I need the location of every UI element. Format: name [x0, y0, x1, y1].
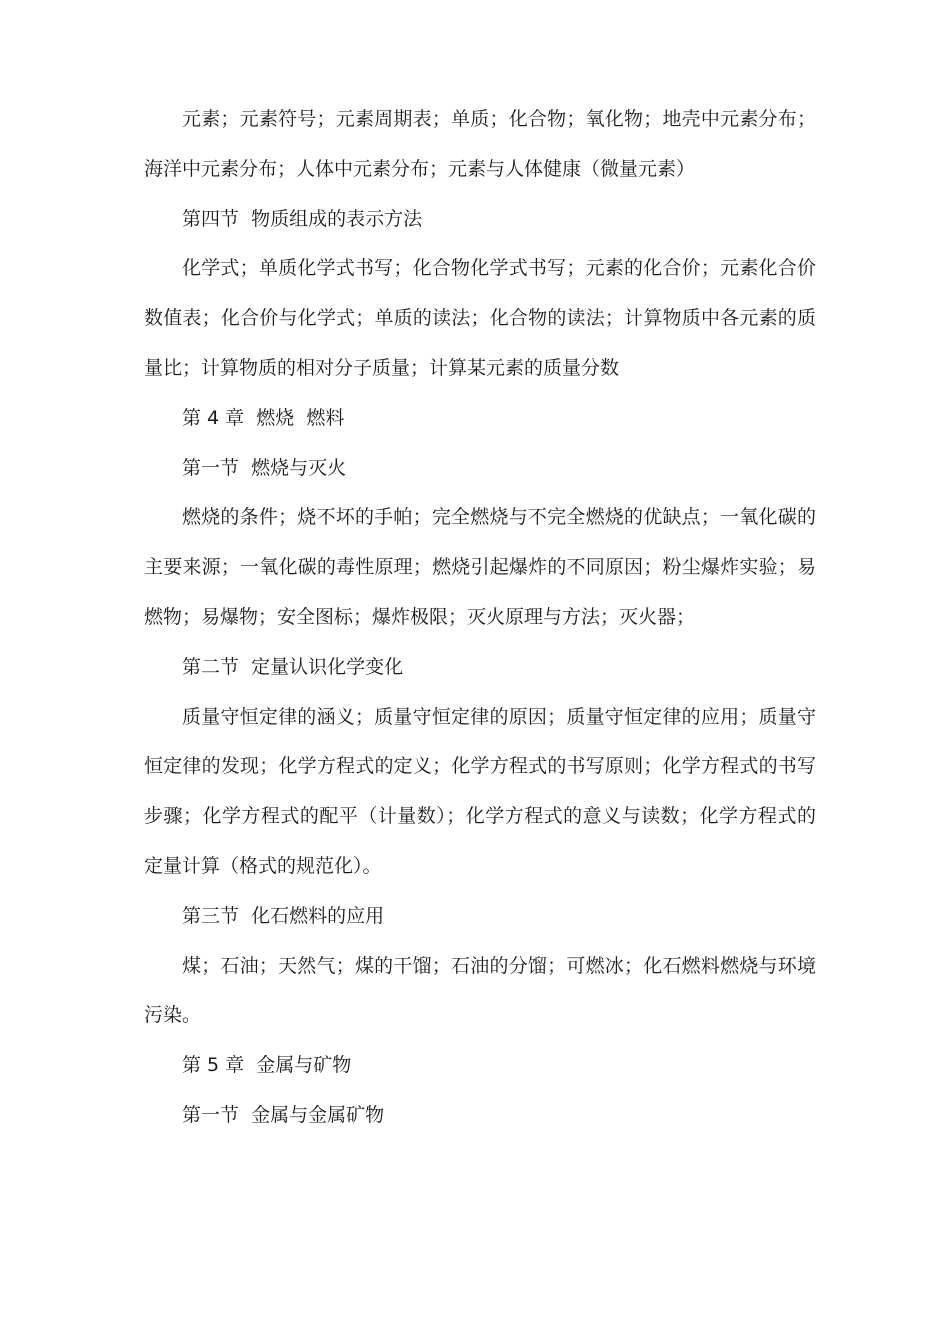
section-heading-5-1: 第一节 金属与金属矿物 [182, 1103, 385, 1126]
chapter-heading-4: 第 4 章 燃烧 燃料 [182, 406, 345, 429]
section-heading-4-3: 第三节 化石燃料的应用 [182, 904, 385, 927]
paragraph-chemical-formula: 化学式；单质化学式书写；化合物化学式书写；元素的化合价；元素化合价数值表；化合价与化学式；单质的读法；化合物的读法；计算物质中各元素的质量比；计算物质的相对分子质量；计算某元素的质量分数 [144, 257, 816, 379]
paragraph-mass-conservation: 质量守恒定律的涵义；质量守恒定律的原因；质量守恒定律的应用；质量守恒定律的发现；化学方程式的定义；化学方程式的书写原则；化学方程式的书写步骤；化学方程式的配平（计量数）；化学方程式的意义与读数；化学方程式的定量计算（格式的规范化）。 [144, 705, 816, 877]
chapter-heading-5: 第 5 章 金属与矿物 [182, 1054, 352, 1077]
paragraph-elements: 元素；元素符号；元素周期表；单质；化合物；氧化物；地壳中元素分布；海洋中元素分布；人体中元素分布；元素与人体健康（微量元素） [144, 108, 816, 180]
document-page [144, 95, 816, 1141]
section-heading-4: 第四节 物质组成的表示方法 [182, 207, 423, 230]
paragraph-fossil-fuels: 煤；石油；天然气；煤的干馏；石油的分馏；可燃冰；化石燃料燃烧与环境污染。 [144, 954, 816, 1027]
paragraph-combustion: 燃烧的条件；烧不坏的手帕；完全燃烧与不完全燃烧的优缺点；一氧化碳的主要来源；一氧化碳的毒性原理；燃烧引起爆炸的不同原因；粉尘爆炸实验；易燃物；易爆物；安全图标；爆炸极限；灭火原理与方法；灭火器； [144, 506, 816, 628]
section-heading-4-2: 第二节 定量认识化学变化 [182, 655, 404, 678]
section-heading-4-1: 第一节 燃烧与灭火 [182, 456, 347, 479]
